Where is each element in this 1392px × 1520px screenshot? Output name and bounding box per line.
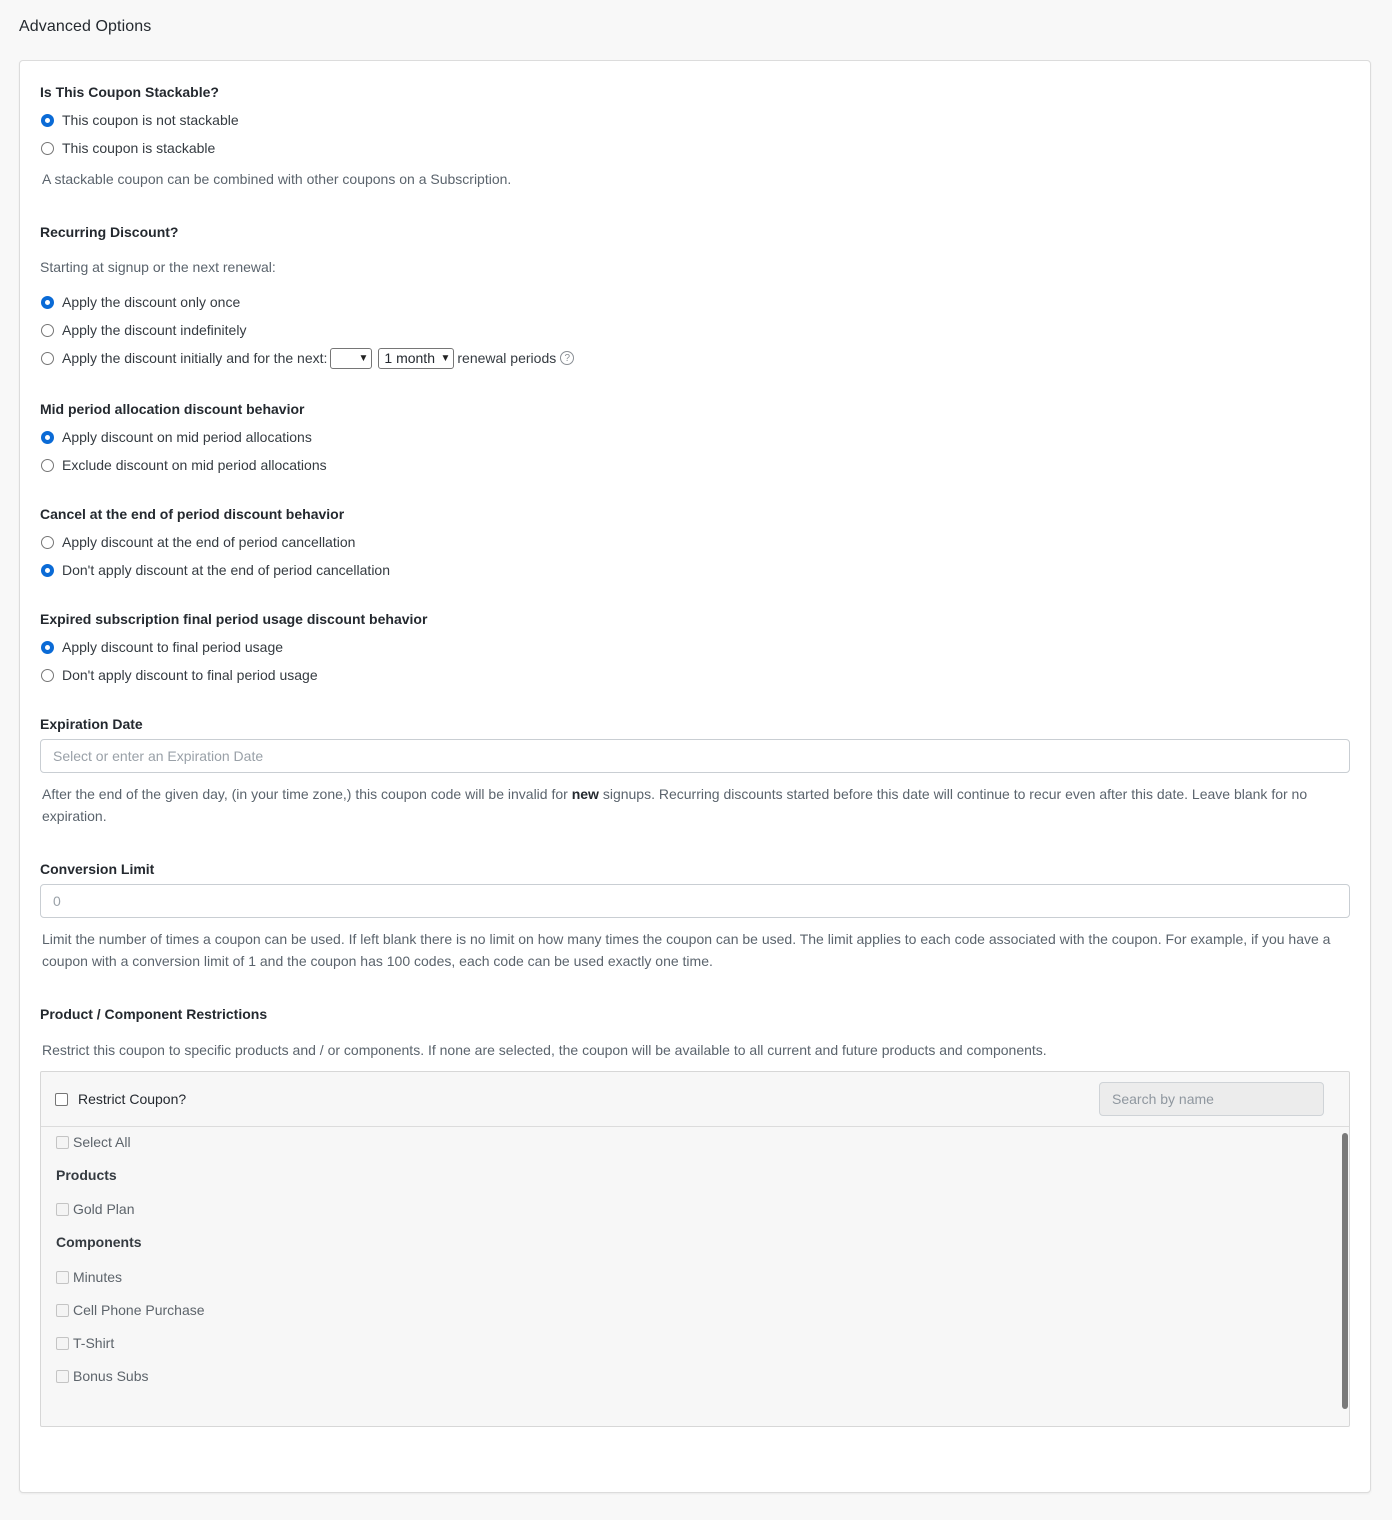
conversion-help: Limit the number of times a coupon can be used. If left blank there is no limit on how many times the coupon can be used. The limit applies to each code associated with the coupon. For example, if you have a coupon with a conversion limit of 1 and the coupon has 100 codes, each code can be used exactly one time. [42, 931, 1331, 969]
component-checkbox[interactable] [56, 1271, 69, 1284]
cancel-option-apply[interactable] [40, 532, 355, 552]
component-checkbox[interactable] [56, 1337, 69, 1350]
help-icon[interactable]: ? [560, 351, 574, 365]
restrict-coupon-checkbox[interactable] [55, 1093, 68, 1106]
radio-checked-icon[interactable] [41, 564, 54, 577]
component-item[interactable] [56, 1302, 205, 1318]
stackable-help: A stackable coupon can be combined with other coupons on a Subscription. [42, 171, 512, 187]
expired-option-dont-apply[interactable] [40, 665, 318, 685]
radio-unchecked-icon[interactable] [41, 352, 54, 365]
mid-period-option-exclude[interactable] [40, 455, 327, 475]
component-item[interactable] [56, 1269, 122, 1285]
option-label: Apply discount at the end of period cancellation [62, 534, 356, 550]
expiration-help [42, 783, 1342, 827]
component-label: Minutes [73, 1269, 123, 1285]
component-checkbox[interactable] [56, 1370, 69, 1383]
restrictions-label: Product / Component Restrictions [40, 1006, 268, 1022]
recurring-option-indefinitely[interactable] [40, 320, 246, 340]
cancel-option-dont-apply[interactable] [40, 560, 390, 580]
period-length-value: 1 month [384, 350, 435, 366]
expiration-help-after: signups. Recurring discounts started before this date will continue to recur even after this date. Leave blank for no expiration. [42, 786, 1308, 824]
restrictions-help: Restrict this coupon to specific products and / or components. If none are selected, the coupon will be available to all current and future products and components. [42, 1042, 1047, 1058]
stackable-option-stackable[interactable] [40, 138, 215, 158]
select-all-item[interactable] [56, 1134, 131, 1150]
select-all-checkbox[interactable] [56, 1136, 69, 1149]
option-label: Exclude discount on mid period allocations [62, 457, 327, 473]
radio-unchecked-icon[interactable] [41, 324, 54, 337]
expiration-placeholder: Select or enter an Expiration Date [53, 748, 264, 764]
conversion-limit-input[interactable] [40, 884, 1350, 918]
search-input[interactable] [1099, 1082, 1324, 1116]
recurring-option-next-periods[interactable] [40, 348, 574, 368]
component-label: Bonus Subs [73, 1368, 149, 1384]
stackable-option-not-stackable[interactable] [40, 110, 239, 130]
stackable-label: Is This Coupon Stackable? [40, 84, 219, 100]
radio-unchecked-icon[interactable] [41, 669, 54, 682]
product-item[interactable] [56, 1201, 134, 1217]
mid-period-option-apply[interactable] [40, 427, 312, 447]
expiration-help-before: After the end of the given day, (in your time zone,) this coupon code will be invalid for [42, 786, 572, 802]
conversion-placeholder: 0 [53, 893, 61, 909]
component-label: Cell Phone Purchase [73, 1302, 205, 1318]
period-length-select[interactable] [378, 348, 454, 369]
components-group-label: Components [56, 1234, 142, 1250]
restrictions-panel [40, 1071, 1350, 1427]
list-scrollbar[interactable] [1342, 1133, 1348, 1409]
period-count-select[interactable] [330, 348, 372, 369]
component-checkbox[interactable] [56, 1304, 69, 1317]
recurring-subtext: Starting at signup or the next renewal: [40, 259, 276, 275]
option-label: Apply the discount initially and for the next: [62, 350, 328, 366]
option-label: Apply the discount indefinitely [62, 322, 247, 338]
radio-checked-icon[interactable] [41, 641, 54, 654]
option-label: Don't apply discount to final period usage [62, 667, 318, 683]
expiration-help-bold: new [571, 786, 599, 802]
radio-checked-icon[interactable] [41, 114, 54, 127]
radio-unchecked-icon[interactable] [41, 536, 54, 549]
expired-label: Expired subscription final period usage discount behavior [40, 611, 428, 627]
select-all-label: Select All [73, 1134, 131, 1150]
restrict-coupon-label: Restrict Coupon? [78, 1091, 187, 1107]
expiration-label: Expiration Date [40, 716, 143, 732]
component-item[interactable] [56, 1368, 149, 1384]
advanced-options-card [19, 60, 1371, 1493]
option-label: Apply the discount only once [62, 294, 241, 310]
search-placeholder: Search by name [1112, 1091, 1214, 1107]
option-label: Apply discount on mid period allocations [62, 429, 312, 445]
expired-option-apply[interactable] [40, 637, 283, 657]
component-item[interactable] [56, 1335, 114, 1351]
cancel-label: Cancel at the end of period discount behavior [40, 506, 345, 522]
radio-checked-icon[interactable] [41, 431, 54, 444]
radio-unchecked-icon[interactable] [41, 459, 54, 472]
chevron-down-icon: ▼ [358, 352, 369, 364]
mid-period-label: Mid period allocation discount behavior [40, 401, 305, 417]
product-checkbox[interactable] [56, 1203, 69, 1216]
option-label: Apply discount to final period usage [62, 639, 284, 655]
option-label: This coupon is not stackable [62, 112, 239, 128]
option-label: This coupon is stackable [62, 140, 216, 156]
option-label: Don't apply discount at the end of period cancellation [62, 562, 391, 578]
chevron-down-icon: ▼ [440, 352, 451, 364]
expiration-date-input[interactable] [40, 739, 1350, 773]
renewal-periods-text: renewal periods [457, 350, 557, 366]
restrictions-header [41, 1072, 1349, 1127]
recurring-label: Recurring Discount? [40, 224, 179, 240]
recurring-option-once[interactable] [40, 292, 240, 312]
products-group-label: Products [56, 1167, 117, 1183]
radio-checked-icon[interactable] [41, 296, 54, 309]
component-label: T-Shirt [73, 1335, 115, 1351]
conversion-label: Conversion Limit [40, 861, 155, 877]
product-label: Gold Plan [73, 1201, 135, 1217]
radio-unchecked-icon[interactable] [41, 142, 54, 155]
page-title: Advanced Options [19, 18, 152, 35]
